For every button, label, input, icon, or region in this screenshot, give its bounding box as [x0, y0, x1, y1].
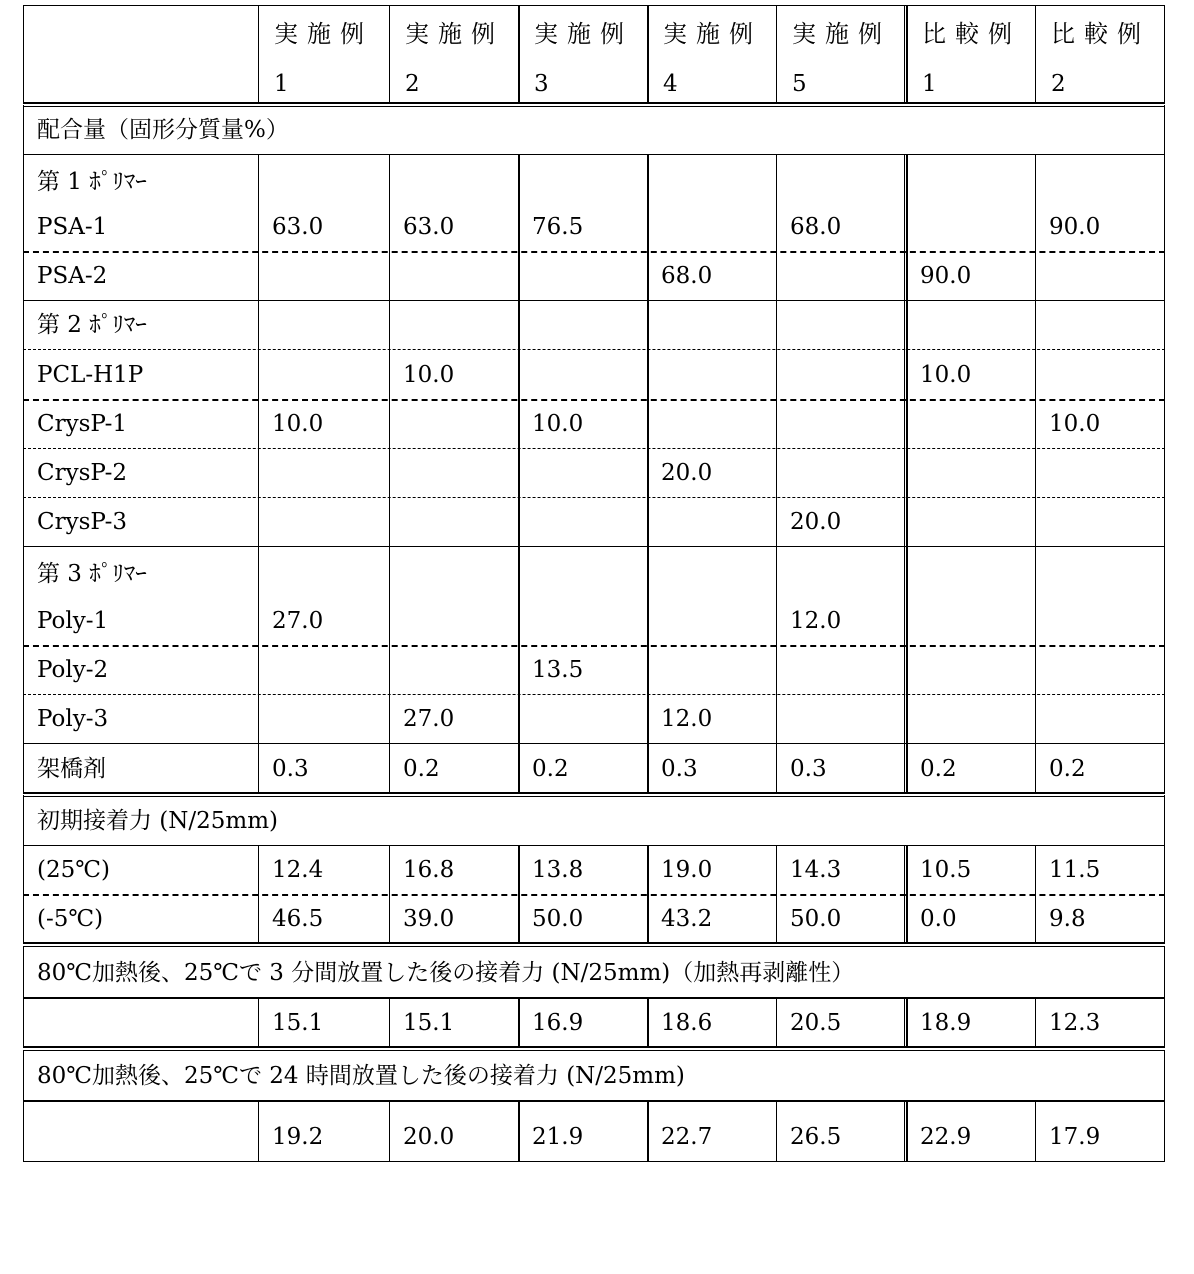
- group-polymer-2: 第 2 ﾎﾟﾘﾏｰ: [37, 312, 147, 338]
- column-divider: [23, 399, 24, 449]
- table-cell-value: 16.9: [532, 1010, 584, 1036]
- table-cell-value: 19.2: [272, 1124, 324, 1150]
- table-cell-value: 0.2: [920, 756, 957, 782]
- column-divider: [23, 349, 24, 400]
- column-divider: [23, 1100, 24, 1162]
- row-divider: [23, 154, 1165, 155]
- column-divider: [1164, 894, 1165, 944]
- table-cell-value: 10.0: [1049, 411, 1101, 437]
- column-header-label: 比較例: [922, 20, 1021, 48]
- column-divider: [1164, 497, 1165, 547]
- table-cell-value: 43.2: [661, 906, 713, 932]
- column-divider: [389, 448, 390, 498]
- column-divider: [776, 497, 777, 547]
- column-divider: [389, 399, 390, 449]
- row-label: Poly-3: [37, 706, 109, 732]
- column-divider: [518, 448, 520, 498]
- column-header-label: 比較例: [1051, 20, 1150, 48]
- table-cell-value: 27.0: [272, 608, 324, 634]
- data-table: [23, 5, 1164, 1161]
- column-divider: [1164, 1100, 1165, 1162]
- table-cell-value: 22.7: [661, 1124, 713, 1150]
- row-divider: [23, 497, 1165, 498]
- row-label: PSA-2: [37, 263, 108, 289]
- column-divider: [389, 1100, 390, 1162]
- column-divider: [904, 743, 908, 794]
- column-divider: [389, 5, 390, 104]
- column-divider: [389, 251, 390, 301]
- column-divider: [904, 154, 908, 252]
- column-divider: [1164, 946, 1165, 998]
- column-divider: [23, 251, 24, 301]
- table-cell-value: 10.0: [920, 362, 972, 388]
- column-divider: [518, 645, 520, 695]
- column-divider: [389, 154, 390, 252]
- column-divider: [647, 546, 649, 646]
- column-divider: [776, 694, 777, 744]
- table-cell-value: 12.3: [1049, 1010, 1101, 1036]
- table-cell-value: 0.2: [403, 756, 440, 782]
- column-divider: [258, 694, 259, 744]
- column-divider: [518, 694, 520, 744]
- column-divider: [23, 546, 24, 646]
- column-divider: [647, 5, 649, 104]
- table-cell-value: 13.8: [532, 857, 584, 883]
- column-divider: [518, 300, 520, 350]
- column-divider: [389, 743, 390, 794]
- column-divider: [776, 645, 777, 695]
- table-cell-value: 17.9: [1049, 1124, 1101, 1150]
- column-divider: [1164, 399, 1165, 449]
- column-divider: [776, 894, 777, 944]
- row-divider: [23, 448, 1165, 449]
- column-header-label: 実施例: [792, 20, 891, 48]
- group-polymer-3: 第 3 ﾎﾟﾘﾏｰ: [37, 561, 147, 587]
- table-cell-value: 21.9: [532, 1124, 584, 1150]
- column-divider: [258, 300, 259, 350]
- row-divider: [23, 694, 1165, 695]
- column-divider: [1164, 546, 1165, 646]
- row-divider: [23, 1161, 1165, 1162]
- row-divider: [23, 792, 1165, 797]
- column-divider: [23, 645, 24, 695]
- table-cell-value: 20.5: [790, 1010, 842, 1036]
- column-divider: [258, 497, 259, 547]
- column-divider: [647, 845, 649, 895]
- table-cell-value: 50.0: [532, 906, 584, 932]
- column-divider: [23, 5, 24, 104]
- column-divider: [258, 894, 259, 944]
- column-divider: [258, 349, 259, 400]
- table-cell-value: 18.6: [661, 1010, 713, 1036]
- table-cell-value: 90.0: [920, 263, 972, 289]
- row-divider: [23, 102, 1165, 107]
- row-label: (-5℃): [37, 906, 104, 932]
- table-cell-value: 22.9: [920, 1124, 972, 1150]
- column-header-label: 実施例: [534, 20, 633, 48]
- column-header-label: 実施例: [405, 20, 504, 48]
- column-divider: [258, 645, 259, 695]
- column-divider: [647, 694, 649, 744]
- column-divider: [647, 251, 649, 301]
- column-divider: [518, 154, 520, 252]
- row-divider: [23, 894, 1165, 896]
- column-divider: [389, 546, 390, 646]
- column-divider: [1164, 448, 1165, 498]
- table-cell-value: 10.5: [920, 857, 972, 883]
- table-cell-value: 10.0: [532, 411, 584, 437]
- column-divider: [1035, 694, 1036, 744]
- column-divider: [1035, 845, 1036, 895]
- column-divider: [776, 5, 777, 104]
- row-label: CrysP-1: [37, 411, 128, 437]
- column-divider: [23, 1050, 24, 1101]
- row-label: 架橋剤: [37, 756, 106, 782]
- section-composition: 配合量（固形分質量%）: [37, 117, 289, 143]
- column-divider: [647, 399, 649, 449]
- column-divider: [1164, 795, 1165, 846]
- column-divider: [23, 743, 24, 794]
- table-cell-value: 63.0: [272, 214, 324, 240]
- column-divider: [1035, 997, 1036, 1048]
- column-divider: [23, 694, 24, 744]
- column-divider: [1164, 743, 1165, 794]
- column-divider: [389, 645, 390, 695]
- table-cell-value: 46.5: [272, 906, 324, 932]
- column-divider: [23, 154, 24, 252]
- column-divider: [776, 251, 777, 301]
- column-divider: [23, 894, 24, 944]
- column-divider: [258, 448, 259, 498]
- row-divider: [23, 1100, 1165, 1102]
- column-divider: [389, 349, 390, 400]
- column-divider: [776, 154, 777, 252]
- column-header-number: 1: [922, 71, 937, 97]
- column-divider: [776, 1100, 777, 1162]
- row-divider: [23, 743, 1165, 744]
- column-divider: [1035, 497, 1036, 547]
- section-after-24h: 80℃加熱後、25℃で 24 時間放置した後の接着力 (N/25mm): [37, 1063, 685, 1089]
- table-cell-value: 20.0: [790, 509, 842, 535]
- column-divider: [1035, 1100, 1036, 1162]
- column-divider: [1164, 5, 1165, 104]
- row-label: PCL-H1P: [37, 362, 144, 388]
- column-divider: [1164, 251, 1165, 301]
- column-divider: [904, 1100, 908, 1162]
- column-divider: [1164, 645, 1165, 695]
- column-divider: [389, 997, 390, 1048]
- row-label: CrysP-3: [37, 509, 128, 535]
- column-divider: [23, 997, 24, 1048]
- table-cell-value: 20.0: [403, 1124, 455, 1150]
- column-divider: [904, 645, 908, 695]
- column-divider: [1035, 546, 1036, 646]
- section-after-3min: 80℃加熱後、25℃で 3 分間放置した後の接着力 (N/25mm)（加熱再剥離性）: [37, 960, 855, 986]
- column-divider: [518, 349, 520, 400]
- column-divider: [389, 894, 390, 944]
- table-cell-value: 12.0: [661, 706, 713, 732]
- column-divider: [647, 645, 649, 695]
- column-divider: [389, 694, 390, 744]
- row-label: CrysP-2: [37, 460, 128, 486]
- column-divider: [1164, 694, 1165, 744]
- column-header-label: 実施例: [663, 20, 762, 48]
- column-header-number: 2: [405, 71, 420, 97]
- column-divider: [776, 546, 777, 646]
- column-divider: [647, 448, 649, 498]
- column-divider: [1164, 154, 1165, 252]
- column-divider: [904, 694, 908, 744]
- column-header-number: 4: [663, 71, 678, 97]
- row-divider: [23, 349, 1165, 350]
- column-divider: [1035, 5, 1036, 104]
- table-cell-value: 90.0: [1049, 214, 1101, 240]
- table-cell-value: 39.0: [403, 906, 455, 932]
- table-cell-value: 0.0: [920, 906, 957, 932]
- column-divider: [23, 497, 24, 547]
- table-cell-value: 15.1: [403, 1010, 455, 1036]
- column-divider: [647, 300, 649, 350]
- table-cell-value: 20.0: [661, 460, 713, 486]
- column-divider: [904, 448, 908, 498]
- table-cell-value: 76.5: [532, 214, 584, 240]
- row-divider: [23, 251, 1165, 253]
- column-divider: [647, 997, 649, 1048]
- row-divider: [23, 997, 1165, 999]
- column-divider: [904, 5, 908, 104]
- table-border-top: [23, 5, 1165, 6]
- table-cell-value: 27.0: [403, 706, 455, 732]
- column-divider: [1035, 251, 1036, 301]
- column-divider: [647, 497, 649, 547]
- table-cell-value: 0.3: [661, 756, 698, 782]
- column-divider: [1035, 154, 1036, 252]
- row-label: Poly-2: [37, 657, 109, 683]
- column-divider: [647, 349, 649, 400]
- column-divider: [904, 997, 908, 1048]
- column-divider: [776, 448, 777, 498]
- column-divider: [776, 743, 777, 794]
- column-header-number: 1: [274, 71, 289, 97]
- table-cell-value: 9.8: [1049, 906, 1086, 932]
- row-label: PSA-1: [37, 214, 108, 240]
- column-divider: [518, 1100, 520, 1162]
- column-divider: [1164, 300, 1165, 350]
- column-divider: [518, 399, 520, 449]
- column-divider: [518, 546, 520, 646]
- column-divider: [1164, 1050, 1165, 1101]
- table-cell-value: 63.0: [403, 214, 455, 240]
- column-divider: [518, 251, 520, 301]
- column-header-number: 5: [792, 71, 807, 97]
- column-divider: [258, 5, 259, 104]
- table-cell-value: 0.2: [1049, 756, 1086, 782]
- row-divider: [23, 845, 1165, 846]
- table-cell-value: 10.0: [272, 411, 324, 437]
- column-divider: [1164, 845, 1165, 895]
- column-divider: [389, 497, 390, 547]
- column-divider: [1035, 645, 1036, 695]
- column-divider: [776, 300, 777, 350]
- column-divider: [1035, 743, 1036, 794]
- column-divider: [1164, 997, 1165, 1048]
- table-cell-value: 13.5: [532, 657, 584, 683]
- table-cell-value: 50.0: [790, 906, 842, 932]
- column-divider: [518, 743, 520, 794]
- column-divider: [23, 845, 24, 895]
- table-cell-value: 0.3: [272, 756, 309, 782]
- column-divider: [389, 300, 390, 350]
- table-cell-value: 12.4: [272, 857, 324, 883]
- column-divider: [904, 399, 908, 449]
- table-cell-value: 0.2: [532, 756, 569, 782]
- column-divider: [647, 894, 649, 944]
- row-label: (25℃): [37, 857, 110, 883]
- column-divider: [518, 894, 520, 944]
- column-divider: [23, 105, 24, 155]
- column-divider: [518, 497, 520, 547]
- column-divider: [904, 349, 908, 400]
- row-divider: [23, 300, 1165, 301]
- column-divider: [1035, 300, 1036, 350]
- column-divider: [647, 743, 649, 794]
- column-divider: [258, 399, 259, 449]
- section-initial-adhesion: 初期接着力 (N/25mm): [37, 808, 279, 834]
- column-divider: [258, 743, 259, 794]
- column-divider: [1164, 105, 1165, 155]
- column-divider: [1035, 399, 1036, 449]
- row-divider: [23, 942, 1165, 947]
- column-divider: [647, 154, 649, 252]
- column-divider: [23, 448, 24, 498]
- column-divider: [1164, 349, 1165, 400]
- column-divider: [904, 300, 908, 350]
- column-header-number: 2: [1051, 71, 1066, 97]
- row-divider: [23, 645, 1165, 647]
- row-divider: [23, 1046, 1165, 1051]
- column-header-number: 3: [534, 71, 549, 97]
- column-divider: [776, 845, 777, 895]
- column-divider: [1035, 894, 1036, 944]
- row-divider: [23, 399, 1165, 401]
- column-divider: [518, 997, 520, 1048]
- column-divider: [23, 795, 24, 846]
- table-cell-value: 19.0: [661, 857, 713, 883]
- column-divider: [518, 5, 520, 104]
- column-divider: [258, 1100, 259, 1162]
- row-divider: [23, 546, 1165, 547]
- column-divider: [904, 251, 908, 301]
- column-divider: [258, 546, 259, 646]
- table-cell-value: 10.0: [403, 362, 455, 388]
- column-divider: [904, 497, 908, 547]
- table-cell-value: 16.8: [403, 857, 455, 883]
- column-divider: [776, 399, 777, 449]
- column-divider: [258, 997, 259, 1048]
- column-divider: [258, 154, 259, 252]
- column-divider: [904, 845, 908, 895]
- table-cell-value: 68.0: [790, 214, 842, 240]
- table-cell-value: 18.9: [920, 1010, 972, 1036]
- column-divider: [258, 845, 259, 895]
- column-divider: [23, 300, 24, 350]
- column-divider: [1035, 349, 1036, 400]
- table-cell-value: 12.0: [790, 608, 842, 634]
- column-divider: [904, 894, 908, 944]
- column-divider: [258, 251, 259, 301]
- column-header-label: 実施例: [274, 20, 373, 48]
- column-divider: [776, 349, 777, 400]
- row-label: Poly-1: [37, 608, 109, 634]
- column-divider: [647, 1100, 649, 1162]
- table-cell-value: 68.0: [661, 263, 713, 289]
- table-cell-value: 14.3: [790, 857, 842, 883]
- table-cell-value: 11.5: [1049, 857, 1101, 883]
- column-divider: [518, 845, 520, 895]
- column-divider: [1035, 448, 1036, 498]
- column-divider: [904, 546, 908, 646]
- table-cell-value: 0.3: [790, 756, 827, 782]
- group-polymer-1: 第 1 ﾎﾟﾘﾏｰ: [37, 169, 147, 195]
- column-divider: [776, 997, 777, 1048]
- column-divider: [389, 845, 390, 895]
- table-cell-value: 15.1: [272, 1010, 324, 1036]
- table-cell-value: 26.5: [790, 1124, 842, 1150]
- column-divider: [23, 946, 24, 998]
